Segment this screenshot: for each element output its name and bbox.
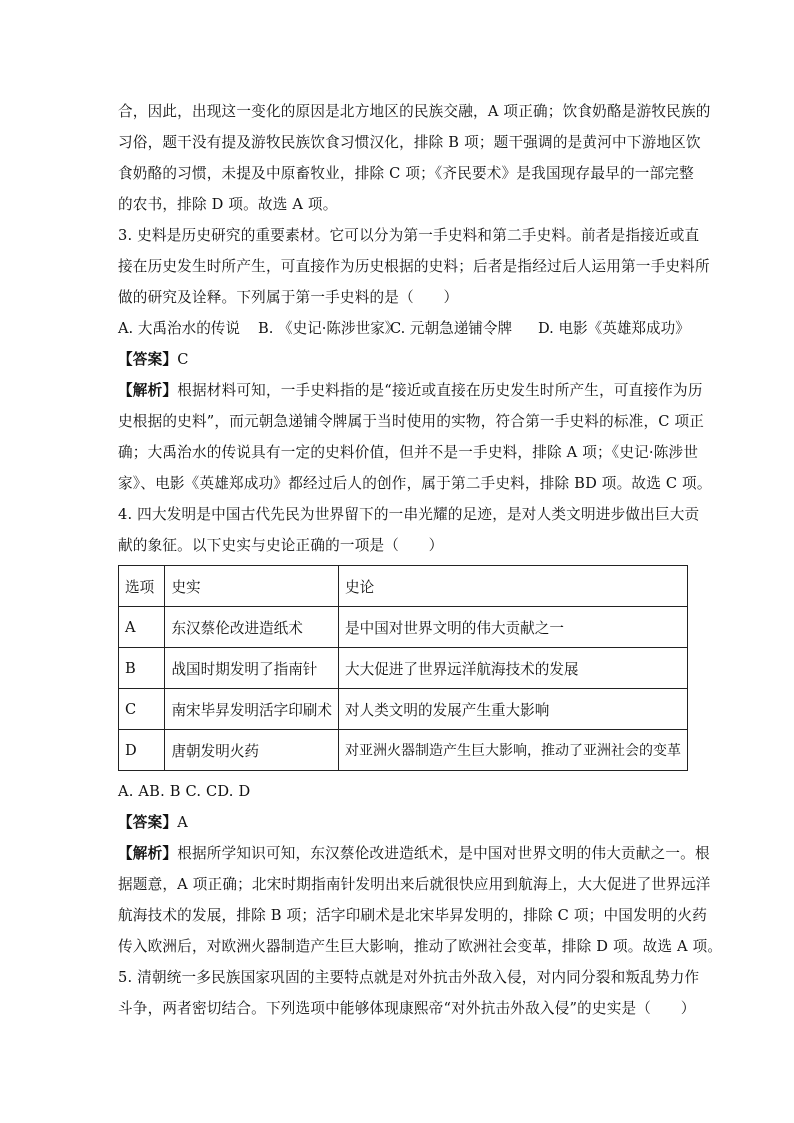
history-table [118, 565, 688, 771]
table-cell: 东汉蔡伦改进造纸术 [165, 607, 339, 648]
analysis-text: 家》、电影《英雄郑成功》都经过后人的创作，属于第二手史料，排除 BD 项。故选 C 项。 [118, 475, 712, 492]
text-line: 的农书，排除 D 项。故选 A 项。 [118, 196, 338, 213]
table-cell: 南宋毕昇发明活字印刷术 [165, 689, 339, 730]
option-a: A. 大禹治水的传说 [118, 320, 240, 337]
analysis-line [118, 844, 710, 864]
option-c: C. 元朝急递铺令牌 [390, 320, 513, 337]
analysis-text: 根据所学知识可知，东汉蔡伦改进造纸术，是中国对世界文明的伟大贡献之一。根 [177, 845, 710, 862]
text-line: 食奶酪的习惯，未提及中原畜牧业，排除 C 项；《齐民要术》是我国现存最早的一部完整 [118, 165, 694, 182]
question-5-stem: 斗争，两者密切结合。下列选项中能够体现康熙帝“对外抗击外敌入侵”的史实是（ ） [118, 1000, 696, 1017]
question-3-stem: 接在历史发生时所产生，可直接作为历史根据的史料；后者是指经过后人运用第一手史料所 [118, 258, 710, 275]
table-cell: 对亚洲火器制造产生巨大影响，推动了亚洲社会的变革 [339, 730, 688, 771]
table-header-cell: 选项 [119, 566, 165, 607]
text-line: 习俗，题干没有提及游牧民族饮食习惯汉化，排除 B 项；题干强调的是黄河中下游地区饮 [118, 134, 701, 151]
answer-label: 【答案】 [118, 814, 178, 831]
table-header-cell: 史论 [339, 566, 688, 607]
text-line: 合，因此，出现这一变化的原因是北方地区的民族交融，A 项正确；饮食奶酪是游牧民族的 [118, 103, 711, 120]
question-3-options [118, 319, 690, 339]
table-cell: C [119, 689, 165, 730]
analysis-text: 史根据的史料”，而元朝急递铺令牌属于当时使用的实物，符合第一手史料的标准，C 项正 [118, 413, 705, 430]
question-4-options: A. AB. B C. CD. D [118, 783, 251, 800]
table-cell: D [119, 730, 165, 771]
analysis-text: 确；大禹治水的传说具有一定的史料价值，但并不是一手史料，排除 A 项；《史记·陈涉世 [118, 444, 699, 461]
table-row [119, 730, 688, 771]
question-4-stem: 献的象征。以下史实与史论正确的一项是（ ） [118, 537, 444, 554]
question-5-stem: 5. 清朝统一多民族国家巩固的主要特点就是对外抗击外敌入侵，对内同分裂和叛乱势力作 [118, 969, 700, 986]
analysis-text: 传入欧洲后，对欧洲火器制造产生巨大影响，推动了欧洲社会变革，排除 D 项。故选 A 项。 [118, 938, 723, 955]
question-3-stem: 3. 史料是历史研究的重要素材。它可以分为第一手史料和第二手史料。前者是指接近或直 [118, 227, 700, 244]
option-d: D. 电影《英雄郑成功》 [538, 320, 690, 337]
table-cell: 对人类文明的发展产生重大影响 [339, 689, 688, 730]
answer-value: C [177, 351, 189, 368]
table-row [119, 648, 688, 689]
question-3-stem: 做的研究及诠释。下列属于第一手史料的是（ ） [118, 289, 459, 306]
answer-line [118, 813, 188, 833]
analysis-label: 【解析】 [118, 382, 178, 399]
analysis-line [118, 381, 703, 401]
table-header-cell: 史实 [165, 566, 339, 607]
table-cell: 唐朝发明火药 [165, 730, 339, 771]
table-row [119, 689, 688, 730]
table-cell: 大大促进了世界远洋航海技术的发展 [339, 648, 688, 689]
analysis-label: 【解析】 [118, 845, 178, 862]
analysis-text: 根据材料可知，一手史料指的是“接近或直接在历史发生时所产生，可直接作为历 [177, 382, 703, 399]
answer-value: A [177, 814, 188, 831]
analysis-text: 据题意，A 项正确；北宋时期指南针发明出来后就很快应用到航海上，大大促进了世界远洋 [118, 876, 711, 893]
analysis-text: 航海技术的发展，排除 B 项；活字印刷术是北宋毕昇发明的，排除 C 项；中国发明的火药 [118, 907, 708, 924]
table-cell: 战国时期发明了指南针 [165, 648, 339, 689]
table-row [119, 607, 688, 648]
table-cell: B [119, 648, 165, 689]
option-b: B. 《史记·陈涉世家》 [258, 320, 400, 337]
table-header-row [119, 566, 688, 607]
answer-line [118, 350, 189, 370]
question-4-stem: 4. 四大发明是中国古代先民为世界留下的一串光耀的足迹，是对人类文明进步做出巨大贡 [118, 506, 700, 523]
table-cell: A [119, 607, 165, 648]
table-cell: 是中国对世界文明的伟大贡献之一 [339, 607, 688, 648]
answer-label: 【答案】 [118, 351, 178, 368]
